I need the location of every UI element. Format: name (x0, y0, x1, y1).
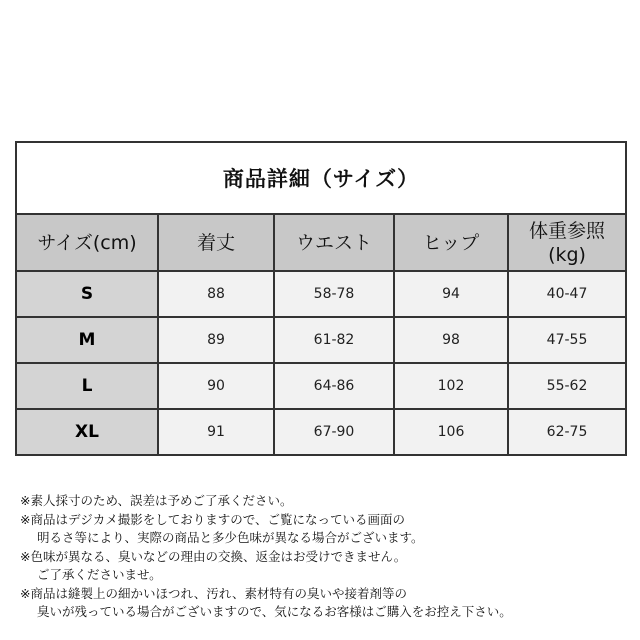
note-line: ※色味が異なる、臭いなどの理由の交換、返金はお受けできません。 (20, 548, 407, 564)
header-hip: ヒップ (394, 214, 508, 271)
size-label-cell: XL (16, 409, 158, 455)
note-line: ご了承くださいませ。 (37, 567, 162, 582)
notes-list (20, 492, 630, 622)
table-cell: 67-90 (274, 409, 394, 455)
table-cell: 88 (158, 271, 274, 317)
table-header-row (16, 214, 626, 271)
table-cell: 58-78 (274, 271, 394, 317)
table-row (16, 271, 626, 317)
table-cell: 40-47 (508, 271, 626, 317)
table-cell: 102 (394, 363, 508, 409)
table-cell: 89 (158, 317, 274, 363)
table-cell: 94 (394, 271, 508, 317)
size-label-cell: M (16, 317, 158, 363)
table-cell: 91 (158, 409, 274, 455)
table-cell: 61-82 (274, 317, 394, 363)
note-line: ※商品は縫製上の細かいほつれ、汚れ、素材特有の臭いや接着剤等の (20, 585, 407, 601)
table-cell: 64-86 (274, 363, 394, 409)
table-cell: 98 (394, 317, 508, 363)
size-label-cell: S (16, 271, 158, 317)
header-waist: ウエスト (274, 214, 394, 271)
table-cell: 55-62 (508, 363, 626, 409)
table-title: 商品詳細（サイズ） (16, 142, 626, 214)
note-line: 明るさ等により、実際の商品と多少色味が異なる場合がございます。 (37, 530, 424, 545)
table-cell: 106 (394, 409, 508, 455)
size-table (15, 141, 627, 456)
header-weight: 体重参照 (kg) (508, 214, 626, 271)
note-line: ※素人採寸のため、誤差は予めご了承ください。 (20, 493, 293, 508)
table-cell: 90 (158, 363, 274, 409)
table-row (16, 363, 626, 409)
table-cell: 62-75 (508, 409, 626, 455)
size-label-cell: L (16, 363, 158, 409)
table-row (16, 409, 626, 455)
header-size: サイズ(cm) (16, 214, 158, 271)
header-length: 着丈 (158, 214, 274, 271)
table-cell: 47-55 (508, 317, 626, 363)
table-title-row (16, 142, 626, 214)
table-row (16, 317, 626, 363)
note-line: ※商品はデジカメ撮影をしておりますので、ご覧になっている画面の (20, 511, 405, 527)
note-line: 臭いが残っている場合がございますので、気になるお客様はご購入をお控え下さい。 (37, 604, 512, 619)
